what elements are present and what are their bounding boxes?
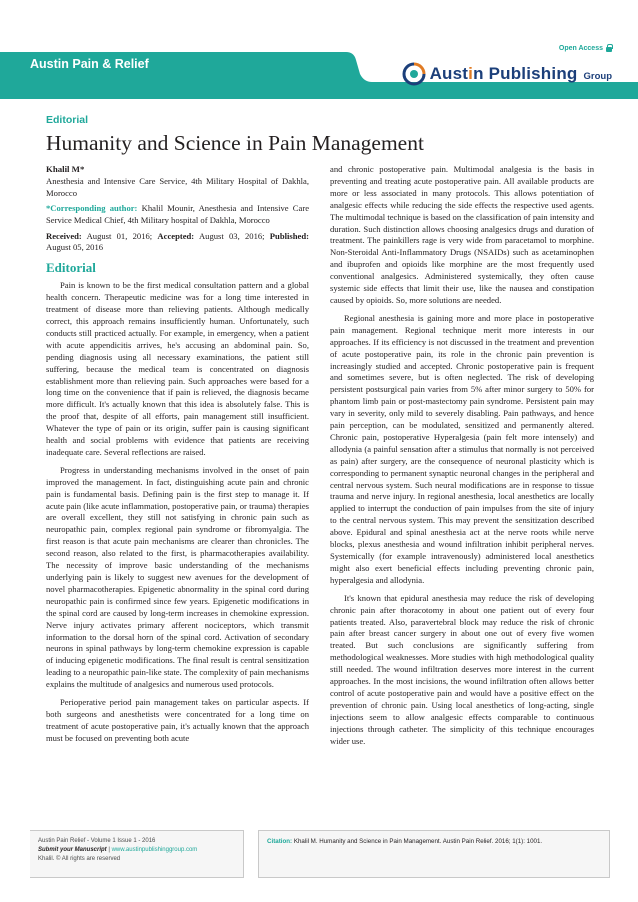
footer-journal-line: Austin Pain Relief - Volume 1 Issue 1 - 2016 — [38, 838, 156, 844]
paragraph: and chronic postoperative pain. Multimodal analgesia is the basis in preventing and treating acute postoperative pain. All available products are more or less associated in many protocols. This allows potentiation of analgesic effects while reducing the side effects the respective used agents. The multimodal technique is based on the classification of pain intensity and duration. Such distinction allows choosing analgesics drugs and duration of treatment. The painkillers rage is very wide from paracetamol to morphine. Non-Steroidal Anti-Inflammatory Drugs (NSAIDs) such as acetaminophen and ibuprofen and opioids like morphine are the most frequently used conventional analgesics. Administered systemically, they often cause systemic side effects that limit their use, like the nausea and constipation caused by opioids. So, more solutions are needed. — [330, 164, 594, 305]
publisher-group: Group — [583, 70, 612, 82]
article-title: Humanity and Science in Pain Management — [46, 131, 424, 155]
paragraph: Pain is known to be the first medical consultation pattern and a global health concern. Therapeutic medicine was for a long time interested in treatment of disease more than relieving patients. Although medically correct, this approach remains insufficiently human. Unfortunately, such conducts still practiced actually. For example, in emergency, when a patient with acute appendicitis arrives, he's accusing an abdominal pain. So, pending diagnosis using all necessary examinations, the patient still suffering, because the medical team is concentrated on diagnosis establishment more than relieving pain. Such approaches were based for a long time on the convenience that if pain is relieved, the diagnosis became more difficult. It's actually known that this idea is absolutely false. This is the proof that, despite of all efforts, pain management still insufficient. Whatever the type of pain or its origin, suffer pain is causing significant health and social problems with evidence that patients are receiving inadequate care. Several reflections are raised. — [46, 280, 309, 457]
corresponding-author-label: *Corresponding author: — [46, 202, 138, 213]
paragraph: It's known that epidural anesthesia may reduce the risk of developing chronic pain after thoracotomy in about one patient out of every four patients treated. Also, paravertebral block may reduce the risk of chronic pain after breast cancer surgery in about one out of every five women treated. But such conclusions are significantly suffering from methodological weaknesses. More studies with high methodological quality still needed. The wound infiltration deserves more interest in the current approaches. In the most incisions, the wound infiltration often allows better control of acute postoperative pain and would have a positive effect on the prevention of chronic pain. Using local anesthetics of long-acting, single injections seem to allow analgesic effects comparable to continuous injections through catheter. The simplicity of this technique encourages wider use. — [330, 592, 594, 746]
article-dates: Received: August 01, 2016; Accepted: August 03, 2016; Published: August 05, 2016 — [46, 230, 309, 253]
paragraph: Regional anesthesia is gaining more and more place in postoperative pain management. Regional technique merit more interests in our approaches. If its efficiency is not discussed in the treatment and prevention of acute postoperative pain, its role in the chronic pain prevention is increasingly studied and accepted. Chronic postoperative pain is frequent and sometimes severe, but is often neglected. The risk of developing persistent postsurgical pain varies from 5% after minor surgery to 50% for phantom limb pain or post-mastectomy pain syndrome. Persistent pain may vary in severity, only mild to severely disabling. Pain pathways, and hence pain perception, can be modulated, sensitized and permanently altered. Chronic pain, postoperative Hyperalgesia (pain felt more intensely) and allodynia (a painful sensation after a stimulus that normally is not perceived as pain) after surgery, are the consequence of neuronal plasticity which is corresponding to permanent synaptic neuronal changes in the peripheral and central nervous system. Such neural modifications are in response to tissue trauma and nerve injury. In regional anesthesia, local anesthetics are locally applied to interrupt the conduction of pain impulses from the site of injury to the central nervous system. This may prevent the sensitization described above. Epidural and spinal anesthesia act at the nerve roots while nerve blocks, plexus anesthesia and wound infiltration inhibit peripheral nerves. Systemically (for example intravenously) administered local anesthetics might also exert beneficial effects including preventing chronic pain, hyperalgesia and allodynia. — [330, 312, 594, 585]
publisher-emblem-icon — [402, 62, 426, 86]
left-column — [46, 164, 309, 751]
lock-icon — [606, 44, 612, 52]
citation-text: Khalil M. Humanity and Science in Pain Management. Austin Pain Relief. 2016; 1(1): 1001. — [293, 838, 543, 845]
footer-submit: Submit your Manuscript | www.austinpublishinggroup.com — [38, 847, 198, 853]
right-column — [330, 164, 594, 754]
published-date: August 05, 2016 — [46, 242, 104, 253]
paragraph: Perioperative period pain management takes on particular aspects. If both surgeons and anesthetists were concentrated for a long time on treatment of acute postoperative pain, it's actually known that the approach must be focused on preventing both acute — [46, 697, 309, 743]
section-label: Editorial — [46, 114, 89, 126]
open-access-label — [559, 44, 612, 52]
citation-label: Citation: — [267, 838, 293, 845]
author-name: Khalil M* — [46, 164, 85, 174]
corresponding-author-text: Khalil Mounir, Anesthesia and Intensive Care Service Medical Chief, 4th Military hospital of Dakhla, Morocco — [46, 202, 310, 225]
publisher-name: Austin Publishing — [429, 64, 578, 83]
footer-rights: Khalil. © All rights are reserved — [38, 856, 121, 862]
received-date: August 01, 2016; — [86, 230, 153, 241]
journal-name[interactable]: Austin Pain & Relief — [30, 57, 149, 71]
publisher-logo[interactable] — [402, 62, 612, 86]
author-affiliation: Anesthesia and Intensive Care Service, 4th Military Hospital of Dakhla, Morocco — [46, 175, 309, 198]
paragraph: Progress in understanding mechanisms involved in the onset of pain improved the management. In fact, distinguishing acute pain and chronic pain is fundamental basis. Defining pain is the first step to manage it. If acute pain (like acute inflammation, postoperative pain, or trauma) therapies are overall excellent, they still not satisfying in chronic pain such as neuropathic pain, complex regional pain syndrome or fibromyalgia. The first reason is that acute pain mechanisms are clearer than chronicles. The second reason, also related to the first, is pharmacotherapies availability. The necessity of improve basic understanding of the mechanisms underlying pain is likely to suggest new avenues for the development of novel pharmacotherapies. Epigenetic abnormality in the spinal cord during neuropathic pain is confirmed since few years. Epigenetic modifications in the spinal cord are caused by long-term increases in chemokine expression. Nerve injury activates primary afferent nociceptors, which transmit information to the dorsal horn of the spinal cord. Activation of secondary neurons in spinal pathways by long-term chemokine expression is capable of inducing epigenetic modifications. The final result is central sensitization leading to a neuropathic pain-like state. The complexity of pain mechanisms explains the multitude of analgesics and numerous used protocols. — [46, 464, 309, 690]
accepted-date: August 03, 2016; — [198, 230, 265, 241]
submit-manuscript-label: Submit your Manuscript — [38, 847, 107, 853]
submit-url-link[interactable]: www.austinpublishinggroup.com — [111, 847, 198, 853]
footer-citation — [258, 830, 610, 878]
open-access-text: Open Access — [558, 44, 603, 52]
body-heading: Editorial — [46, 260, 96, 276]
footer-journal-info — [30, 830, 244, 878]
corresponding-author — [46, 203, 309, 227]
